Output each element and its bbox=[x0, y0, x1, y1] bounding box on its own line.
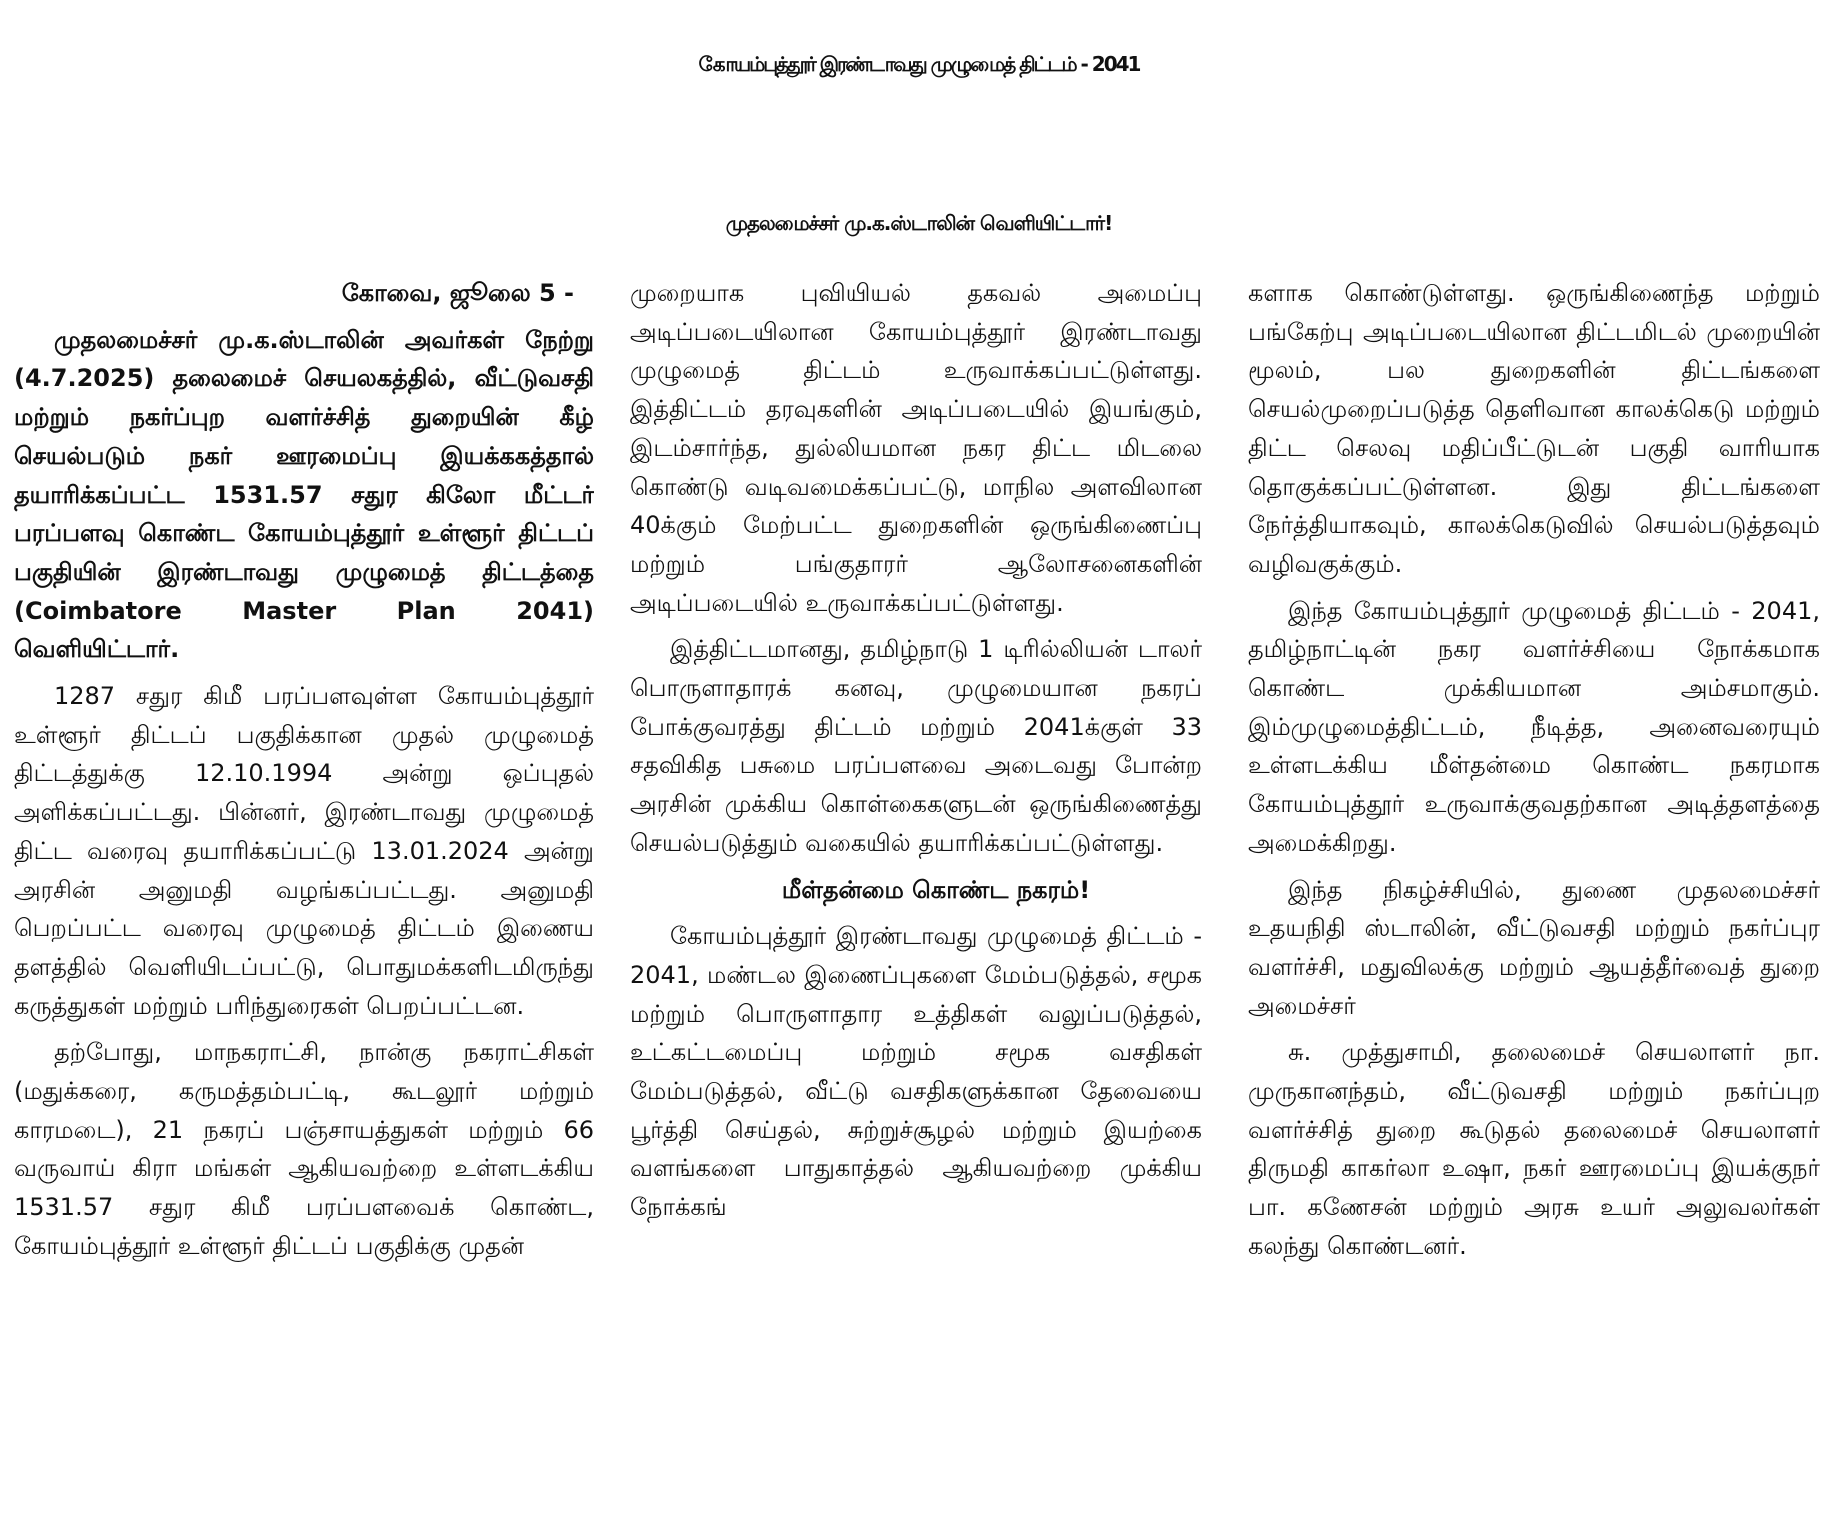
paragraph: தற்போது, மாநகராட்சி, நான்கு நகராட்சிகள் (மதுக்கரை, கருமத்தம்பட்டி, கூடலூர் மற்றும் காரமடை), 21 நகரப் பஞ்சாயத்துகள் மற்றும் 66 வருவாய் கிரா மங்கள் ஆகியவற்றை உள்ளடக்கிய 1531.57 சதுர கிமீ பரப்பளவைக் கொண்ட, கோயம்புத்தூர் உள்ளூர் திட்டப் பகுதிக்கு முதன் bbox=[14, 1038, 594, 1260]
paragraph: இத்திட்டமானது, தமிழ்நாடு 1 டிரில்லியன் டாலர் பொருளாதாரக் கனவு, முழுமையான நகரப் போக்குவரத்து திட்டம் மற்றும் 2041க்குள் 33 சதவிகித பசுமை பரப்பளவை அடைவது போன்ற அரசின் முக்கிய கொள்கைகளுடன் ஒருங்கிணைத்து செயல்படுத்தும் வகையில் தயாரிக்கப்பட்டுள்ளது. bbox=[630, 635, 1202, 857]
article-column-3 bbox=[1248, 274, 1820, 1514]
paragraph: முறையாக புவியியல் தகவல் அமைப்பு அடிப்படையிலான கோயம்புத்தூர் இரண்டாவது முழுமைத் திட்டம் உருவாக்கப்பட்டுள்ளது. இத்திட்டம் தரவுகளின் அடிப்படையில் இயங்கும், இடம்சார்ந்த, துல்லியமான நகர திட்ட மிடலை கொண்டு வடிவமைக்கப்பட்டு, மாநில அளவிலான 40க்கும் மேற்பட்ட துறைகளின் ஒருங்கிணைப்பு மற்றும் பங்குதாரர் ஆலோசனைகளின் அடிப்படையில் உருவாக்கப்பட்டுள்ளது. bbox=[630, 279, 1202, 617]
lead-paragraph: முதலமைச்சர் மு.க.ஸ்டாலின் அவர்கள் நேற்று (4.7.2025) தலைமைச் செயலகத்தில், வீட்டுவசதி மற்றும் நகர்ப்புற வளர்ச்சித் துறையின் கீழ் செயல்படும் நகர் ஊரமைப்பு இயக்ககத்தால் தயாரிக்கப்பட்ட 1531.57 சதுர கிலோ மீட்டர் பரப்பளவு கொண்ட கோயம்புத்தூர் உள்ளூர் திட்டப் பகுதியின் இரண்டாவது முழுமைத் திட்டத்தை (Coimbatore Master Plan 2041) வெளியிட்டார். bbox=[14, 325, 594, 664]
paragraph: 1287 சதுர கிமீ பரப்பளவுள்ள கோயம்புத்தூர் உள்ளூர் திட்டப் பகுதிக்கான முதல் முழுமைத் திட்டத்துக்கு 12.10.1994 அன்று ஒப்புதல் அளிக்கப்பட்டது. பின்னர், இரண்டாவது முழுமைத் திட்ட வரைவு தயாரிக்கப்பட்டு 13.01.2024 அன்று அரசின் அனுமதி வழங்கப்பட்டது. அனுமதி பெறப்பட்ட வரைவு முழுமைத் திட்டம் இணைய தளத்தில் வெளியிடப்பட்டு, பொதுமக்களிடமிருந்து கருத்துகள் மற்றும் பரிந்துரைகள் பெறப்பட்டன. bbox=[14, 682, 594, 1020]
paragraph: சு. முத்துசாமி, தலைமைச் செயலாளர் நா. முருகானந்தம், வீட்டுவசதி மற்றும் நகர்ப்புற வளர்ச்சித் துறை கூடுதல் தலைமைச் செயலாளர் திருமதி காகர்லா உஷா, நகர் ஊரமைப்பு இயக்குநர் பா. கணேசன் மற்றும் அரசு உயர் அலுவலர்கள் கலந்து கொண்டனர். bbox=[1248, 1038, 1820, 1260]
paragraph: கோயம்புத்தூர் இரண்டாவது முழுமைத் திட்டம் - 2041, மண்டல இணைப்புகளை மேம்படுத்தல், சமூக மற்றும் பொருளாதார உத்திகள் வலுப்படுத்தல், உட்கட்டமைப்பு மற்றும் சமூக வசதிகள் மேம்படுத்தல், வீட்டு வசதிகளுக்கான தேவையை பூர்த்தி செய்தல், சுற்றுச்சூழல் மற்றும் இயற்கை வளங்களை பாதுகாத்தல் ஆகியவற்றை முக்கிய நோக்கங் bbox=[630, 922, 1202, 1222]
paragraph: இந்த கோயம்புத்தூர் முழுமைத் திட்டம் - 2041, தமிழ்நாட்டின் நகர வளர்ச்சியை நோக்கமாக கொண்ட முக்கியமான அம்சமாகும். இம்முழுமைத்திட்டம், நீடித்த, அனைவரையும் உள்ளடக்கிய மீள்தன்மை கொண்ட நகரமாக கோயம்புத்தூர் உருவாக்குவதற்கான அடித்தளத்தை அமைக்கிறது. bbox=[1248, 596, 1820, 857]
paragraph: களாக கொண்டுள்ளது. ஒருங்கிணைந்த மற்றும் பங்கேற்பு அடிப்படையிலான திட்டமிடல் முறையின் மூலம், பல துறைகளின் திட்டங்களை செயல்முறைப்படுத்த தெளிவான காலக்கெடு மற்றும் திட்ட செலவு மதிப்பீட்டுடன் பகுதி வாரியாக தொகுக்கப்பட்டுள்ளன. இது திட்டங்களை நேர்த்தியாகவும், காலக்கெடுவில் செயல்படுத்தவும் வழிவகுக்கும். bbox=[1248, 279, 1820, 578]
dateline: கோவை, ஜூலை 5 - bbox=[341, 279, 574, 307]
article-column-1 bbox=[14, 274, 594, 1514]
section-subheading: மீள்தன்மை கொண்ட நகரம்! bbox=[781, 875, 1091, 904]
paragraph: இந்த நிகழ்ச்சியில், துணை முதலமைச்சர் உதயநிதி ஸ்டாலின், வீட்டுவசதி மற்றும் நகர்ப்புர வளர்ச்சி, மதுவிலக்கு மற்றும் ஆயத்தீர்வைத் துறை அமைச்சர் bbox=[1248, 875, 1820, 1020]
headline: கோயம்புத்தூர் இரண்டாவது முழுமைத் திட்டம் - 2041 bbox=[698, 52, 1140, 76]
subheadline: முதலமைச்சர் மு.க.ஸ்டாலின் வெளியிட்டார்! bbox=[725, 211, 1113, 235]
article-column-2 bbox=[630, 274, 1202, 1514]
